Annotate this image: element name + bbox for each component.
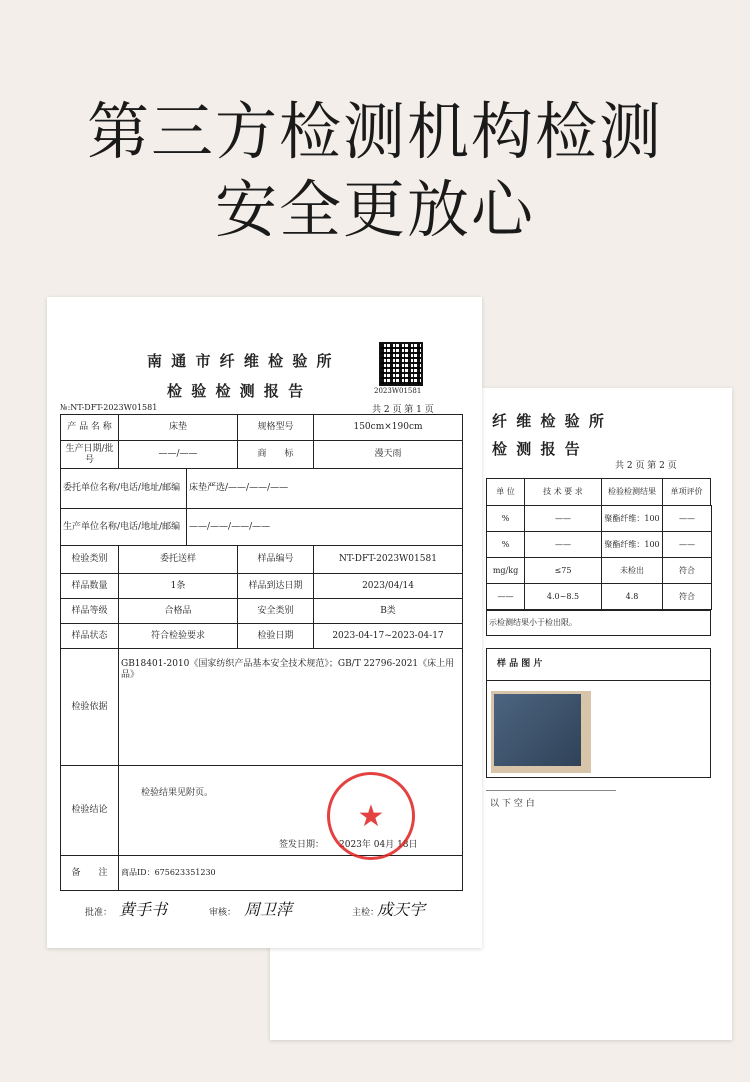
table-cell: 委托送样 xyxy=(118,545,238,574)
table-cell: —— xyxy=(486,583,525,610)
photo-title: 样 品 图 片 xyxy=(486,648,711,681)
th: 单项评价 xyxy=(662,478,711,506)
review-label: 审核： xyxy=(209,908,237,918)
issue-date: 2023年 04月 18日 xyxy=(339,840,418,851)
table-cell: 床垫严选/——/——/—— xyxy=(186,468,463,509)
end-blank: 以 下 空 白 xyxy=(490,799,535,809)
qr-code-icon xyxy=(379,342,423,386)
page-number: 共 2 页 第 2 页 xyxy=(615,461,677,471)
official-seal: ★ xyxy=(327,772,415,860)
table-cell: 委托单位名称/电话/地址/邮编 xyxy=(60,468,187,509)
headline-line2: 安全更放心 xyxy=(214,173,535,246)
th: 单 位 xyxy=(486,478,525,506)
table-cell: 聚酯纤维：100 xyxy=(601,505,663,532)
approve-signature: 黄手书 xyxy=(119,900,168,919)
table-cell: 检验依据 xyxy=(60,648,119,766)
table-cell: 样品状态 xyxy=(60,623,119,649)
report-title: 检 测 报 告 xyxy=(492,440,582,458)
photo-cell xyxy=(486,680,711,778)
table-cell: 商品ID：675623351230 xyxy=(118,855,463,891)
table-cell: 符合 xyxy=(662,583,712,610)
headline-line1: 第三方检测机构检测 xyxy=(86,95,663,168)
table-cell: —— xyxy=(662,505,712,532)
page-number: 共 2 页 第 1 页 xyxy=(372,405,434,415)
table-cell: 样品数量 xyxy=(60,573,119,599)
table-cell: 未检出 xyxy=(601,557,663,584)
table-cell: ——/—— xyxy=(118,440,238,469)
table-cell: 检验类别 xyxy=(60,545,119,574)
table-cell: 符合检验要求 xyxy=(118,623,238,649)
table-cell: 4.8 xyxy=(601,583,663,610)
table-cell: 4.0~8.5 xyxy=(524,583,602,610)
table-cell: 样品等级 xyxy=(60,598,119,624)
table-cell: —— xyxy=(662,531,712,558)
table-cell: 规格型号 xyxy=(237,414,314,441)
main-signature: 成天宇 xyxy=(377,900,426,919)
table-cell: 生产日期/批号 xyxy=(60,440,119,469)
table-cell: 床垫 xyxy=(118,414,238,441)
table-cell: ≤75 xyxy=(524,557,602,584)
sample-photo xyxy=(491,691,591,773)
approve-label: 批准： xyxy=(85,908,113,918)
table-cell: 漫天雨 xyxy=(313,440,463,469)
table-cell: 150cm×190cm xyxy=(313,414,463,441)
table-cell: GB18401-2010《国家纺织产品基本安全技术规范》；GB/T 22796-2021《床上用品》 xyxy=(118,648,463,766)
note: 示检测结果小于检出限。 xyxy=(486,610,711,636)
table-cell: 样品到达日期 xyxy=(237,573,314,599)
table-cell: ——/——/——/—— xyxy=(186,508,463,546)
report-number: №:NT-DFT-2023W01581 xyxy=(60,403,158,412)
table-cell: 合格品 xyxy=(118,598,238,624)
table-cell: 2023-04-17~2023-04-17 xyxy=(313,623,463,649)
report-page-1 xyxy=(47,297,482,948)
th: 技 术 要 求 xyxy=(524,478,602,506)
table-cell: —— xyxy=(524,505,602,532)
issue-date-label: 签发日期： xyxy=(279,840,325,851)
table-cell: 符合 xyxy=(662,557,712,584)
qr-caption: 2023W01581 xyxy=(374,387,422,395)
review-signature: 周卫萍 xyxy=(244,900,293,919)
table-cell: B类 xyxy=(313,598,463,624)
table-cell: 检验日期 xyxy=(237,623,314,649)
divider xyxy=(486,790,616,791)
table-cell: % xyxy=(486,531,525,558)
table-cell: 2023/04/14 xyxy=(313,573,463,599)
table-cell: 样品编号 xyxy=(237,545,314,574)
table-cell: 产 品 名 称 xyxy=(60,414,119,441)
report-title: 检 验 检 测 报 告 xyxy=(167,382,306,400)
table-cell: 1条 xyxy=(118,573,238,599)
org-name: 南 通 市 纤 维 检 验 所 xyxy=(147,352,334,370)
main-label: 主检： xyxy=(352,908,380,918)
table-cell: 聚酯纤维：100 xyxy=(601,531,663,558)
conclusion-text: 检验结果见附页。 xyxy=(141,788,214,798)
th: 检验检测结果 xyxy=(601,478,663,506)
table-cell: NT-DFT-2023W01581 xyxy=(313,545,463,574)
org-name: 纤 维 检 验 所 xyxy=(492,412,606,430)
table-cell: —— xyxy=(524,531,602,558)
table-cell: 商 标 xyxy=(237,440,314,469)
table-cell: mg/kg xyxy=(486,557,525,584)
table-cell: 检验结论 xyxy=(60,765,119,856)
table-cell: 安全类别 xyxy=(237,598,314,624)
table-cell: 生产单位名称/电话/地址/邮编 xyxy=(60,508,187,546)
table-cell: 备 注 xyxy=(60,855,119,891)
table-cell: % xyxy=(486,505,525,532)
